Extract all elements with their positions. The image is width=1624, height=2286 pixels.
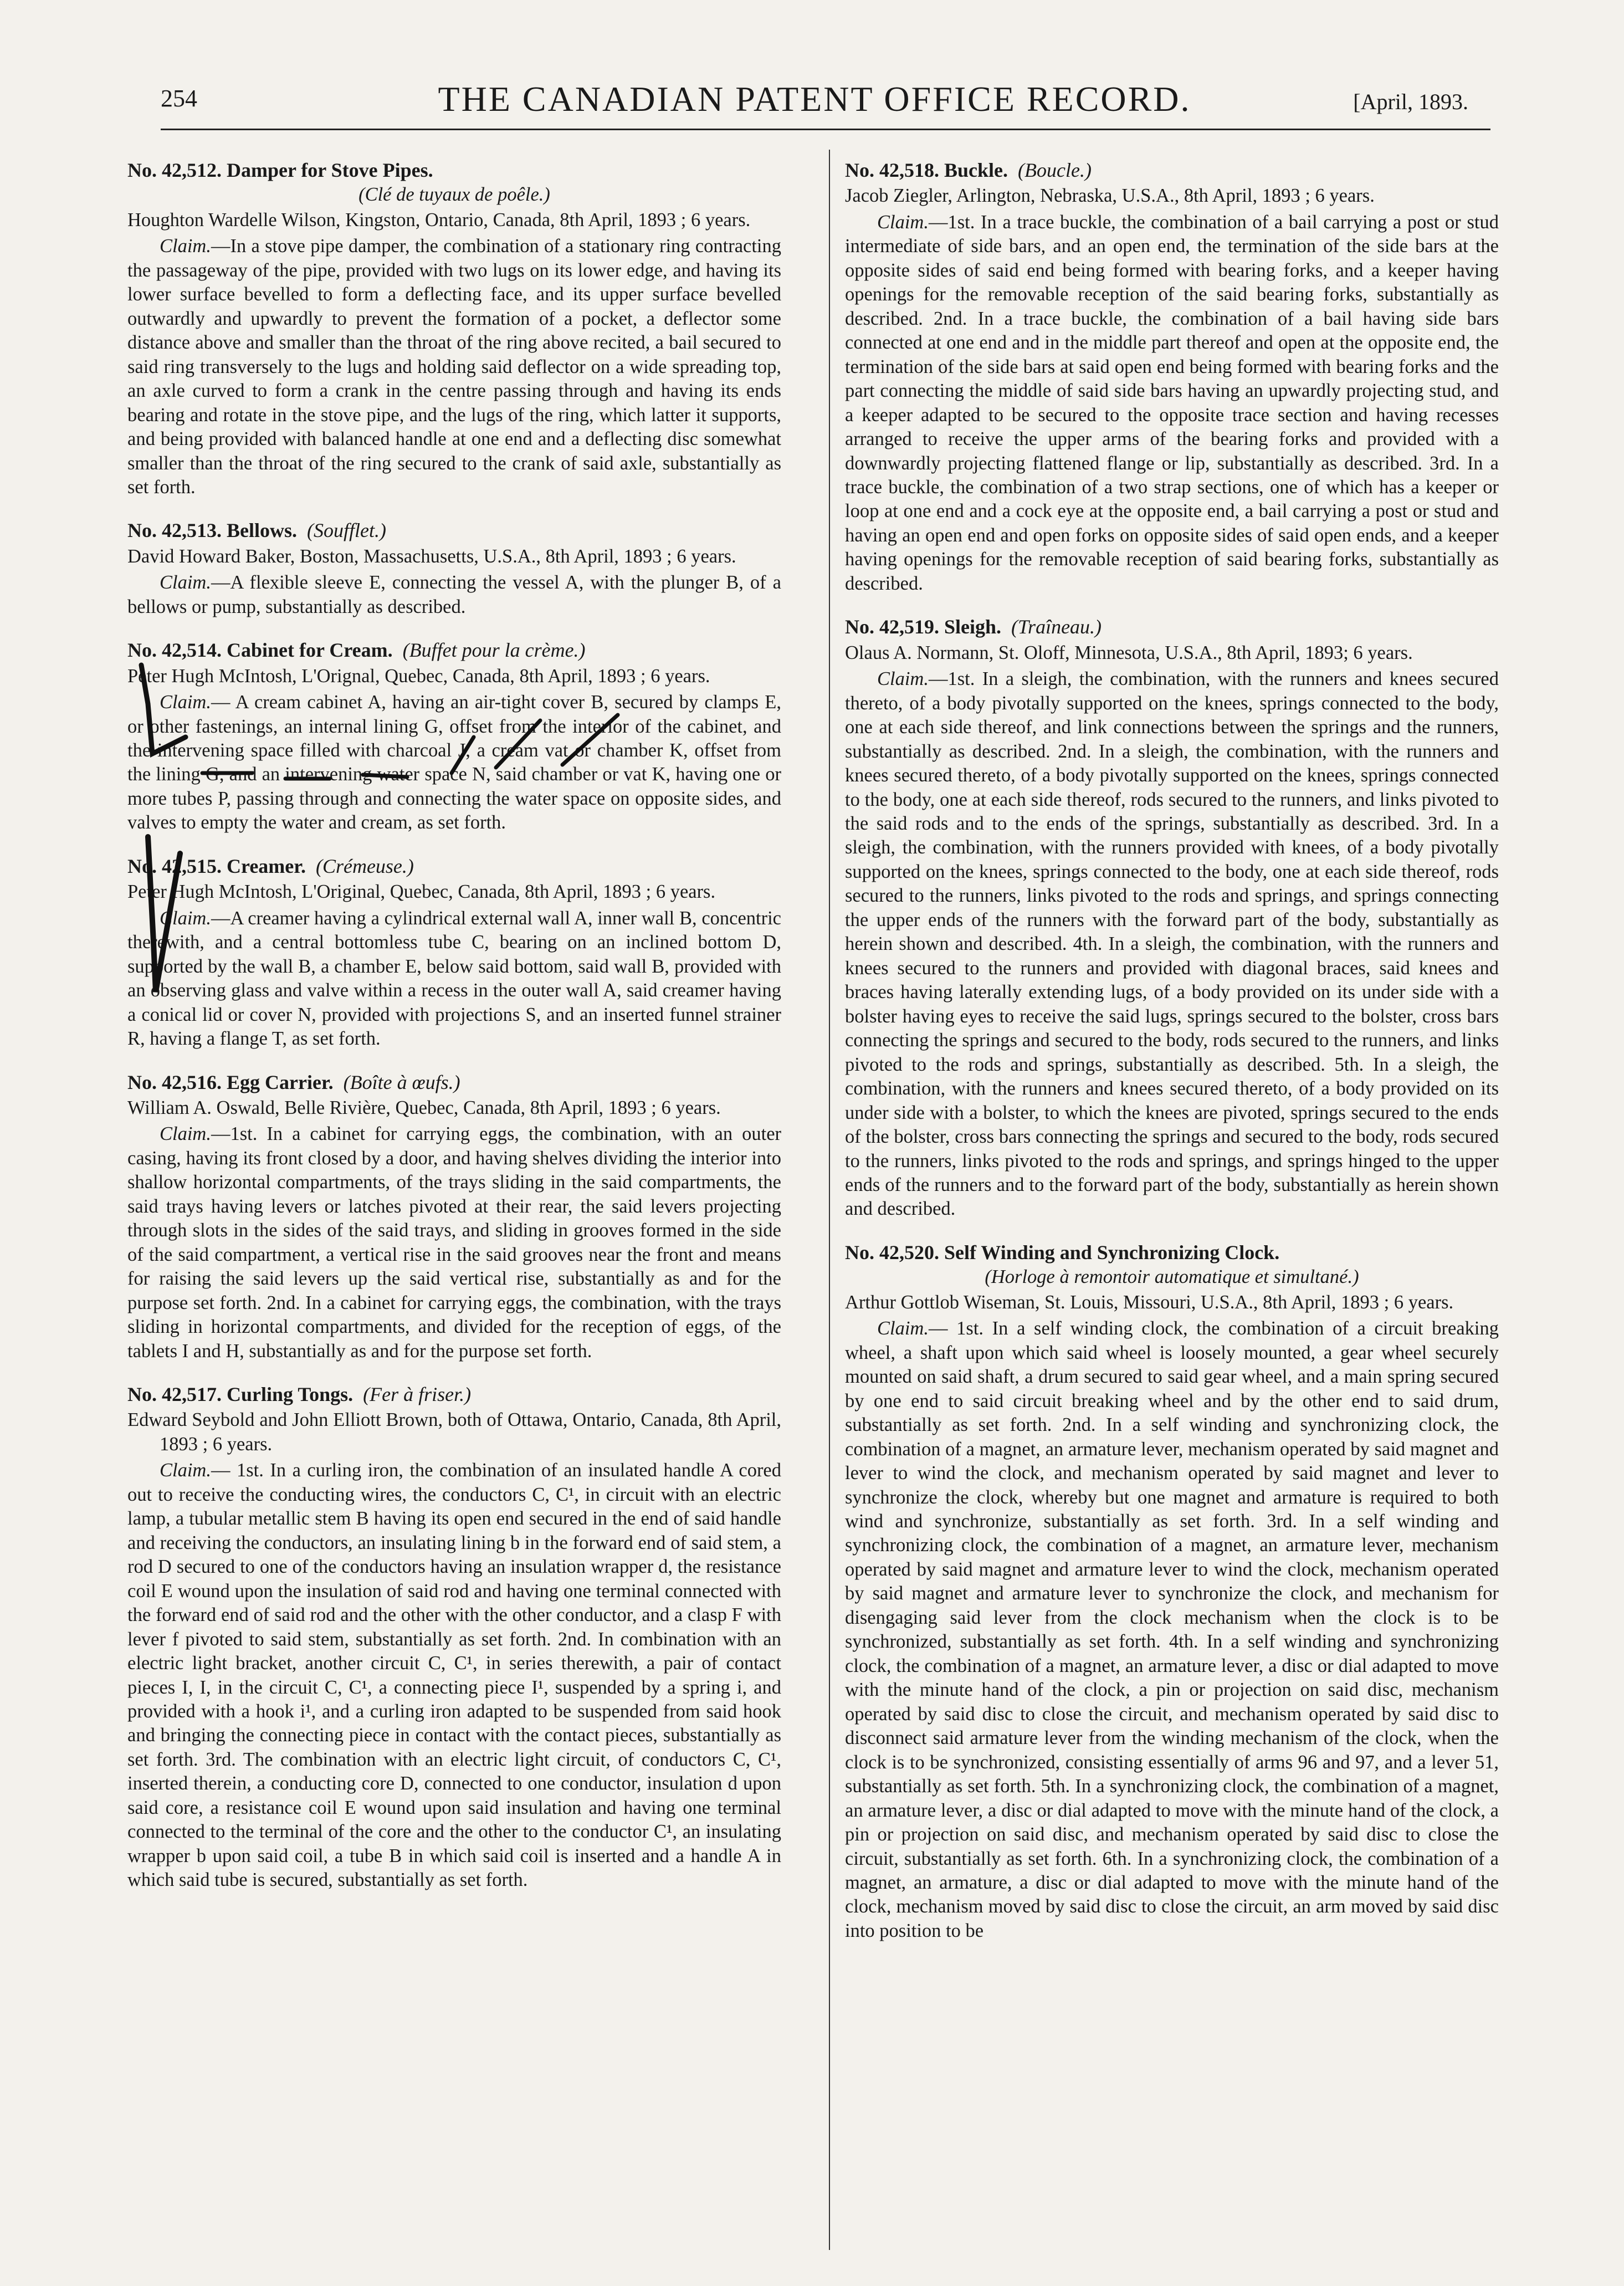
- patent-french-title: (Horloge à remontoir automatique et simultané.): [985, 1266, 1359, 1288]
- patent-claim: [127, 691, 781, 835]
- page-number: 254: [161, 85, 197, 112]
- patent-french-title: (Clé de tuyaux de poêle.): [358, 184, 550, 206]
- patent-claim: [127, 571, 781, 619]
- patent-inventor: Olaus A. Normann, St. Oloff, Minnesota, U.S.A., 8th April, 1893; 6 years.: [845, 642, 1413, 663]
- patent-heading: [845, 615, 1499, 640]
- patent-inventor: Jacob Ziegler, Arlington, Nebraska, U.S.A., 8th April, 1893 ; 6 years.: [845, 185, 1375, 207]
- patent-claim: [845, 211, 1499, 596]
- right-column: [845, 158, 1499, 2247]
- claim-text: — A cream cabinet A, having an air-tight cover B, secured by clamps E, or other fastenings, an internal lining G, offset from the interior of the cabinet, and the intervening space filled with charcoal J, a cream vat or chamber K, offset from the lining G, and an intervening water space N, said chamber or vat K, having one or more tubes P, passing through and connecting the water space on opposite sides, and valves to empty the water and cream, as set forth.: [127, 692, 781, 833]
- patent-entry: [127, 518, 781, 619]
- patent-claim: [845, 1317, 1499, 1943]
- patent-heading: [127, 854, 781, 879]
- patent-claim: [127, 1459, 781, 1892]
- patent-inventor: Arthur Gottlob Wiseman, St. Louis, Missouri, U.S.A., 8th April, 1893 ; 6 years.: [845, 1291, 1454, 1313]
- patent-inventor: Edward Seybold and John Elliott Brown, both of Ottawa, Ontario, Canada, 8th April, 1893 ; 6 years.: [127, 1409, 781, 1455]
- patent-heading-text: No. 42,516. Egg Carrier.: [127, 1071, 334, 1093]
- journal-title: THE CANADIAN PATENT OFFICE RECORD.: [438, 79, 1191, 119]
- patent-french-title: (Soufflet.): [307, 519, 386, 542]
- patent-french-title: (Crémeuse.): [315, 855, 414, 877]
- patent-heading: [127, 638, 781, 663]
- claim-label: Claim.: [160, 907, 211, 929]
- patent-inventor: William A. Oswald, Belle Rivière, Quebec, Canada, 8th April, 1893 ; 6 years.: [127, 1097, 721, 1118]
- patent-inventor: Peter Hugh McIntosh, L'Orignal, Quebec, Canada, 8th April, 1893 ; 6 years.: [127, 665, 710, 687]
- patent-claim: [845, 667, 1499, 1221]
- patent-heading: [127, 518, 781, 543]
- patent-claim: [127, 1122, 781, 1363]
- page-header: [161, 79, 1468, 134]
- patent-heading: [127, 1382, 781, 1407]
- patent-entry: [845, 1240, 1499, 1943]
- patent-heading-text: No. 42,515. Creamer.: [127, 855, 306, 877]
- claim-label: Claim.: [160, 1460, 211, 1481]
- patent-heading-text: No. 42,519. Sleigh.: [845, 616, 1002, 638]
- claim-label: Claim.: [160, 1123, 211, 1145]
- patent-inventor: Peter Hugh McIntosh, L'Original, Quebec, Canada, 8th April, 1893 ; 6 years.: [127, 881, 716, 903]
- patent-french-title: (Boucle.): [1018, 159, 1092, 181]
- patent-french-title: (Traîneau.): [1011, 616, 1102, 638]
- claim-text: — 1st. In a curling iron, the combination of an insulated handle A cored out to receive the conducting wires, the conductors C, C¹, in circuit with an electric lamp, a tubular metallic stem B having its open end secured in the end of said handle and receiving the conductors, an insulating lining b in the forward end of said stem, a rod D secured to one of the conductors having an insulation wrapper d, the resistance coil E wound upon the insulation of said rod and having one terminal connected with the forward end of said rod and the other with the other conductor, and a clasp F with lever f pivoted to said stem, substantially as set forth. 2nd. In combination with an electric light bracket, another circuit C, C¹, in series therewith, a pair of contact pieces I, I, in the circuit C, C¹, a connecting piece I¹, suspended by a spring i, and provided with a hook i¹, and a curling iron adapted to be suspended from said hook and bringing the connecting piece in contact with the contact pieces, substantially as set forth. 3rd. The combination with an electric light circuit, of conductors C, C¹, inserted therein, a conducting core D, connected to one conductor, insulation d upon said core, a resistance coil E wound upon said insulation and having one terminal connected to the terminal of the core and the other to the conductor C¹, an insulating wrapper b upon said coil, a tube B in which said coil is inserted and a handle A in which said tube is secured, substantially as set forth.: [127, 1460, 781, 1891]
- claim-label: Claim.: [877, 211, 929, 233]
- patent-heading-text: No. 42,518. Buckle.: [845, 159, 1008, 181]
- left-column: [127, 158, 781, 2247]
- patent-entry: [845, 158, 1499, 596]
- column-divider: [829, 150, 830, 2250]
- patent-claim: [127, 907, 781, 1051]
- claim-text: —1st. In a sleigh, the combination, with the runners and knees secured thereto, of a body pivotally supported on the knees, springs connected to the body, one at each side thereof, and link connections between the springs and the runners, substantially as described. 2nd. In a sleigh, the combination, with the runners and knees secured thereto, of a body pivotally supported on the knees, springs connected to the body, one at each side thereof, rods secured to the runners, and links pivoted to the said rods and to the ends of the springs, substantially as described. 3rd. In a sleigh, the combination, with the runners provided with knees, of a body pivotally supported on the knees, springs connected to the body, one at each side thereof, rods secured to the runners, links pivoted to the rods and springs, and springs connecting the upper ends of the runners with the forward part of the body, substantially as herein shown and described. 4th. In a sleigh, the combination, with the runners and knees secured to the runners and provided with diagonal braces, said knees and braces having laterally extending lugs, of a body provided on its under side with a bolster having eyes to receive the said lugs, springs secured to the bolster, cross bars connecting the springs and secured to the body, rods secured to the runners, and links pivoted to the rods and springs, substantially as described. 5th. In a sleigh, the combination, with the runners and knees secured thereto, of a body provided on its under side with a bolster, to which the knees are pivoted, springs secured to the ends of the bolster, cross bars connecting the springs and secured to the body, rods secured to the runners, links pivoted to the rods and springs, and springs hinged to the upper ends of the runners and to the forward part of the body, substantially as herein shown and described.: [845, 668, 1499, 1220]
- patent-french-title: (Buffet pour la crème.): [402, 639, 586, 662]
- header-rule: [161, 129, 1490, 130]
- patent-entry: [127, 158, 781, 499]
- patent-inventor: Houghton Wardelle Wilson, Kingston, Ontario, Canada, 8th April, 1893 ; 6 years.: [127, 209, 751, 231]
- patent-heading: No. 42,512. Damper for Stove Pipes.: [127, 159, 433, 181]
- claim-text: —In a stove pipe damper, the combination of a stationary ring contracting the passageway of the pipe, provided with two lugs on its lower edge, and having its lower surface bevelled to form a deflecting face, and its upper surface bevelled outwardly and upwardly to prevent the formation of a pocket, a deflector some distance above and smaller than the throat of the ring above recited, a bail secured to said ring transversely to the lugs and holding said deflector on a wide spreading top, an axle curved to form a crank in the centre passing through and having its ends bearing and rotate in the stove pipe, and the lugs of the ring, which latter it supports, and being provided with balanced handle at one end and a deflecting disc somewhat smaller than the throat of the ring secured to the crank of said axle, substantially as set forth.: [127, 236, 781, 498]
- claim-label: Claim.: [877, 668, 929, 690]
- claim-text: —A flexible sleeve E, connecting the vessel A, with the plunger B, of a bellows or pump, substantially as described.: [127, 572, 781, 617]
- patent-heading: [127, 1070, 781, 1095]
- patent-claim: [127, 234, 781, 499]
- header-date: [April, 1893.: [1353, 89, 1468, 114]
- claim-label: Claim.: [160, 572, 211, 594]
- claim-text: — 1st. In a self winding clock, the combination of a circuit breaking wheel, a shaft upon which said wheel is loosely mounted, a gear wheel securely mounted on said shaft, a drum secured to said gear wheel, and a main spring secured by one end to said circuit breaking wheel and by the other end to said drum, substantially as set forth. 2nd. In a self winding and synchronizing clock, the combination of a magnet, an armature lever, mechanism operated by said magnet and lever to wind the clock, and mechanism operated by said magnet and lever to synchronize the clock, whereby but one magnet and armature is required to both wind and synchronize, substantially as set forth. 3rd. In a self winding and synchronizing clock, the combination of a magnet, an armature lever, mechanism operated by said magnet and armature lever to wind the clock, mechanism operated by said magnet and armature lever to synchronize the clock, and mechanism for disengaging said lever from the clock mechanism when the clock is to be synchronized, substantially as set forth. 4th. In a self winding and synchronizing clock, the combination of a magnet, an armature lever, a disc or dial adapted to move with the minute hand of the clock, a pin or projection on said disc, mechanism operated by said disc to close the circuit, and mechanism operated by said disc to disconnect said armature lever from the winding mechanism of the clock, when the clock is to be synchronized, consisting essentially of arms 96 and 97, and a lever 51, substantially as set forth. 5th. In a synchronizing clock, the combination of a magnet, an armature lever, a disc or dial adapted to move with the minute hand of the clock, a pin or projection on said disc, and mechanism operated by said disc to close the circuit, substantially as set forth. 6th. In a synchronizing clock, the combination of a magnet, an armature, a disc or dial adapted to move with the minute hand of the clock, mechanism moved by said disc to close the circuit, an arm moved by said disc into position to be: [845, 1318, 1499, 1941]
- patent-heading-text: No. 42,514. Cabinet for Cream.: [127, 639, 393, 662]
- patent-heading: No. 42,520. Self Winding and Synchronizing Clock.: [845, 1241, 1280, 1264]
- patent-heading-text: No. 42,517. Curling Tongs.: [127, 1383, 354, 1406]
- patent-entry: [127, 854, 781, 1051]
- patent-inventor: David Howard Baker, Boston, Massachusetts, U.S.A., 8th April, 1893 ; 6 years.: [127, 545, 736, 567]
- patent-entry: [845, 615, 1499, 1221]
- claim-label: Claim.: [160, 236, 211, 257]
- patent-french-title: (Boîte à œufs.): [343, 1071, 460, 1093]
- patent-french-title: (Fer à friser.): [363, 1383, 472, 1406]
- claim-label: Claim.: [160, 692, 211, 713]
- patent-entry: [127, 1070, 781, 1364]
- patent-heading: [845, 158, 1499, 183]
- claim-text: —1st. In a trace buckle, the combination of a bail carrying a post or stud intermediate of side bars, and an open end, the termination of the side bars at the opposite sides of said end being formed with bearing forks, and a keeper having openings for the removable reception of the said bearing forks, substantially as described. 2nd. In a trace buckle, the combination of a bail having side bars connected at one end and in the middle part thereof and open at the opposite end, the termination of the side bars at said open end being formed with bearing forks and the part connecting the middle of said side bars having an upwardly projecting stud, and a keeper adapted to be secured to the opposite trace section and having recesses arranged to receive the upper arms of the bearing forks and provided with a downwardly projecting flattened flange or lip, substantially as described. 3rd. In a trace buckle, the combination of a two strap sections, one of which has a keeper or loop at one end and a cock eye at the opposite end, a bail carrying a post or stud and having an open end and open forks on opposite sides of said open ends, and a keeper having openings for the removable reception of said bearing forks, substantially as described.: [845, 211, 1499, 594]
- claim-text: —A creamer having a cylindrical external wall A, inner wall B, concentric therewith, and a central bottomless tube C, bearing on an inclined bottom D, supported by the wall B, a chamber E, below said bottom, said wall B, provided with an observing glass and valve within a recess in the outer wall A, said creamer having a conical lid or cover N, provided with projections S, and an inserted funnel strainer R, having a flange T, as set forth.: [127, 907, 781, 1050]
- patent-heading-text: No. 42,513. Bellows.: [127, 519, 297, 542]
- claim-label: Claim.: [877, 1318, 929, 1339]
- patent-entry: [127, 638, 781, 835]
- patent-entry: [127, 1382, 781, 1893]
- claim-text: —1st. In a cabinet for carrying eggs, the combination, with an outer casing, having its front closed by a door, and having shelves dividing the interior into shallow horizontal compartments, of the trays sliding in the said compartments, the said trays having levers or latches pivoted at their rear, the said levers projecting through slots in the sides of the said trays, and sliding in grooves formed in the side of the said compartment, a vertical rise in the said grooves near the front and means for raising the said levers up the said vertical rise, substantially as and for the purpose set forth. 2nd. In a cabinet for carrying eggs, the combination, with the trays sliding in horizontal compartments, and divided for the reception of eggs, of the tablets I and H, substantially as and for the purpose set forth.: [127, 1123, 781, 1362]
